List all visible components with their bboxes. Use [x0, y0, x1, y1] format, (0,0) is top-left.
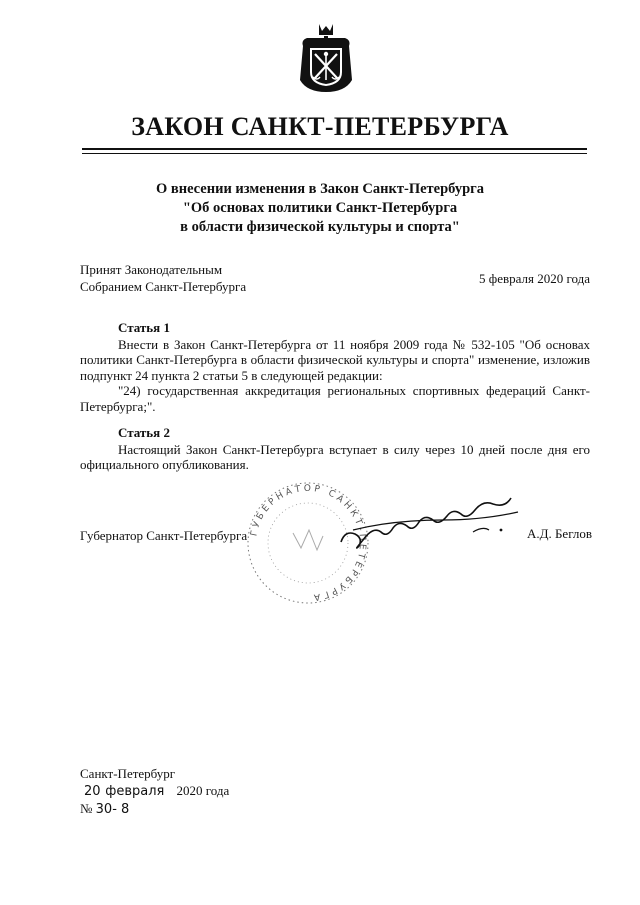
article-1 — [80, 320, 590, 414]
footer-date-year: 2020 года — [176, 783, 230, 798]
coat-of-arms-emblem — [297, 22, 355, 94]
subject-line-3: в области физической культуры и спорта" — [180, 219, 460, 235]
article-2-title: Статья 2 — [118, 425, 170, 440]
article-2 — [80, 425, 590, 473]
title-rule-thin — [82, 153, 587, 154]
footer-city: Санкт-Петербург — [80, 766, 176, 781]
handwritten-signature — [333, 490, 533, 560]
adoption-line-2: Собранием Санкт-Петербурга — [80, 279, 247, 294]
article-1-paragraph-1: Внести в Закон Санкт-Петербурга от 11 ноября 2009 года № 532-105 "Об основах политики Санкт-Петербурга в области физической культуры и спорта" изменение, изложив подпункт 24 пункта 2 статьи 5 в следующей редакции: — [80, 336, 590, 383]
governor-title: Губернатор Санкт-Петербурга — [80, 528, 248, 543]
footer-number — [80, 800, 229, 818]
law-title: ЗАКОН САНКТ-ПЕТЕРБУРГА — [131, 112, 509, 141]
footer-number-prefix: № — [80, 801, 93, 816]
footer-block — [80, 765, 229, 818]
adoption-block — [80, 261, 246, 295]
article-2-paragraph-1: Настоящий Закон Санкт-Петербурга вступает в силу через 10 дней после дня его официального опубликования. — [80, 441, 590, 472]
adoption-line-1: Принят Законодательным — [80, 262, 223, 277]
footer-number-value: 30- 8 — [95, 802, 130, 817]
title-rule-thick — [82, 148, 587, 150]
subject-line-2: "Об основах политики Санкт-Петербурга — [182, 200, 458, 216]
subject-line-1: О внесении изменения в Закон Санкт-Петербурга — [155, 181, 484, 197]
article-1-title: Статья 1 — [118, 320, 170, 335]
footer-date-day: 20 — [84, 784, 101, 799]
governor-name: А.Д. Беглов — [526, 526, 592, 541]
adoption-date: 5 февраля 2020 года — [479, 271, 590, 286]
seal-text: ГУБЕРНАТОР САНКТ-ПЕТЕРБУРГА — [249, 483, 368, 603]
law-subject — [0, 180, 640, 237]
footer-date — [80, 782, 229, 800]
footer-date-month: февраля — [105, 784, 165, 799]
article-1-paragraph-2: "24) государственная аккредитация региональных спортивных федераций Санкт-Петербурга;". — [80, 383, 590, 414]
